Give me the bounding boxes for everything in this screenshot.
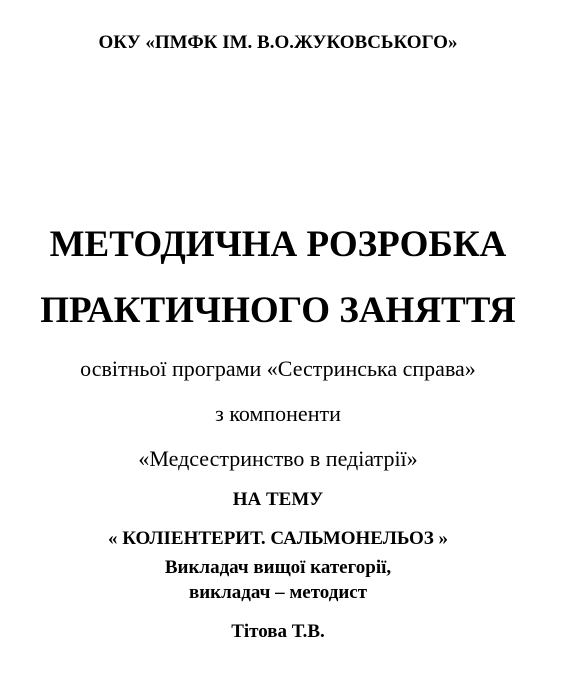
component-intro-line: з компоненти <box>215 401 341 426</box>
component-line: «Медсестринство в педіатрії» <box>138 446 418 471</box>
author-role: викладач – методист <box>188 582 368 603</box>
title-line-1: МЕТОДИЧНА РОЗРОБКА <box>49 224 507 265</box>
program-line: освітньої програми «Сестринська справа» <box>80 356 476 381</box>
institution-name: ОКУ «ПМФК ІМ. В.О.ЖУКОВСЬКОГО» <box>98 32 458 53</box>
title-line-2: ПРАКТИЧНОГО ЗАНЯТТЯ <box>40 290 516 331</box>
author-name: Тітова Т.В. <box>231 621 325 642</box>
author-title: Викладач вищої категорії, <box>164 557 392 578</box>
theme-label: НА ТЕМУ <box>232 489 324 510</box>
theme-title: « КОЛІЕНТЕРИТ. САЛЬМОНЕЛЬОЗ » <box>107 528 449 549</box>
